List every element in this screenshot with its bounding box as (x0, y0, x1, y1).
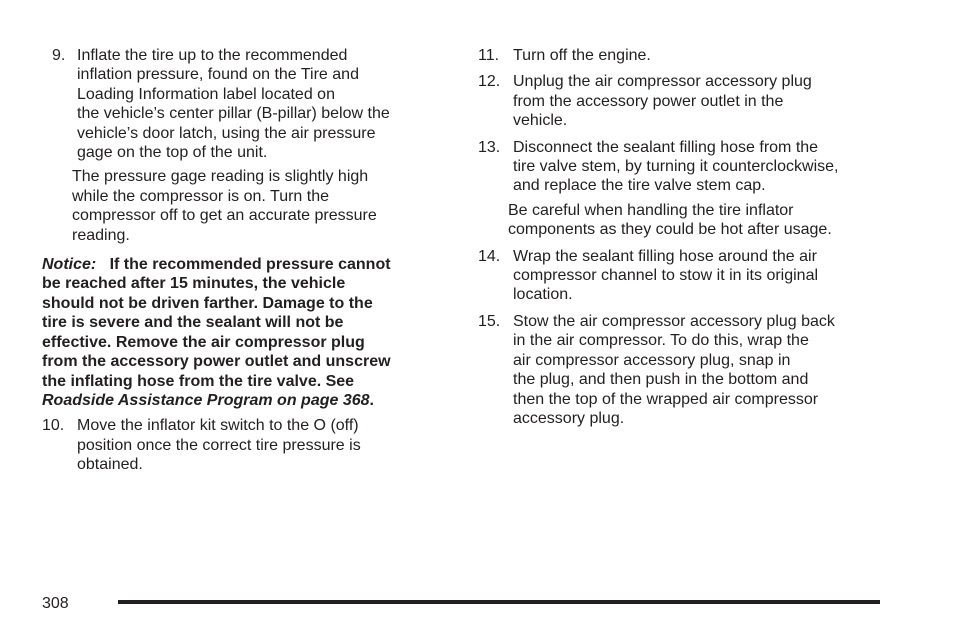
notice-label: Notice: (42, 256, 97, 274)
step-number: 12. (478, 73, 501, 91)
note-line: Be careful when handling the tire inflator (508, 201, 794, 219)
notice-line: tire is severe and the sealant will not be (42, 314, 344, 332)
step-13-line: and replace the tire valve stem cap. (513, 177, 766, 195)
step-9-line: Loading Information label located on (77, 85, 335, 103)
notice-line: the inflating hose from the tire valve. See (42, 372, 355, 390)
step-9-line: vehicle’s door latch, using the air pressure (77, 124, 376, 142)
page-number: 308 (42, 595, 69, 612)
note-line: The pressure gage reading is slightly high (72, 168, 369, 186)
step-13 (478, 138, 888, 196)
step-11-line: Turn off the engine. (513, 47, 651, 64)
notice-period: . (369, 391, 374, 409)
step-number: 13. (478, 138, 501, 156)
step-15-line: then the top of the wrapped air compressor (513, 390, 819, 408)
step-10-line: Move the inflator kit switch to the O (off) (77, 417, 359, 435)
step-12-line: Unplug the air compressor accessory plug (513, 73, 812, 91)
note-line: while the compressor is on. Turn the (72, 187, 330, 205)
notice-line: from the accessory power outlet and unscrew (42, 353, 391, 371)
step-15-line: the plug, and then push in the bottom and (513, 371, 809, 389)
step-9 (42, 46, 442, 162)
note-line: reading. (72, 226, 130, 244)
cross-reference-link[interactable]: Roadside Assistance Program on page 368 (42, 391, 370, 409)
step-13-line: Disconnect the sealant filling hose from the (513, 138, 819, 156)
step-12-line: from the accessory power outlet in the (513, 92, 784, 110)
step-15-line: Stow the air compressor accessory plug back (513, 312, 835, 330)
step-13-line: tire valve stem, by turning it counterclockwise, (513, 158, 839, 176)
notice-line: be reached after 15 minutes, the vehicle (42, 275, 346, 293)
step-10-line: position once the correct tire pressure is (77, 436, 361, 454)
step-15-line: accessory plug. (513, 409, 625, 427)
step-9-line: inflation pressure, found on the Tire and (77, 66, 359, 84)
right-column (478, 46, 888, 428)
step-9-note (72, 167, 442, 245)
step-9-line: Inflate the tire up to the recommended (77, 47, 348, 64)
step-12-line: vehicle. (513, 112, 568, 130)
step-11 (478, 46, 888, 65)
step-12 (478, 72, 888, 130)
footer-rule (118, 600, 880, 604)
step-15 (478, 312, 888, 428)
step-10-line: obtained. (77, 456, 143, 474)
notice-line: effective. Remove the air compressor plug (42, 333, 365, 351)
note-line: components as they could be hot after usage. (508, 221, 832, 239)
step-15-line: air compressor accessory plug, snap in (513, 351, 791, 369)
step-14-line: location. (513, 286, 573, 304)
step-14-line: compressor channel to stow it in its original (513, 267, 819, 285)
step-number: 11. (478, 47, 500, 64)
step-14 (478, 247, 888, 305)
step-15-line: in the air compressor. To do this, wrap the (513, 332, 809, 350)
step-number: 10. (42, 417, 65, 435)
notice-block (42, 255, 442, 410)
step-10 (42, 416, 442, 474)
notice-line: If the recommended pressure cannot (109, 256, 391, 274)
step-number: 14. (478, 247, 501, 265)
notice-line: should not be driven farther. Damage to the (42, 294, 373, 312)
step-number: 15. (478, 312, 501, 330)
left-column (42, 46, 442, 475)
note-line: compressor off to get an accurate pressure (72, 207, 377, 225)
step-9-line: the vehicle’s center pillar (B-pillar) below the (77, 105, 390, 123)
step-13-note (508, 201, 888, 240)
step-14-line: Wrap the sealant filling hose around the air (513, 247, 817, 265)
step-number: 9. (52, 47, 66, 64)
step-9-line: gage on the top of the unit. (77, 144, 268, 162)
